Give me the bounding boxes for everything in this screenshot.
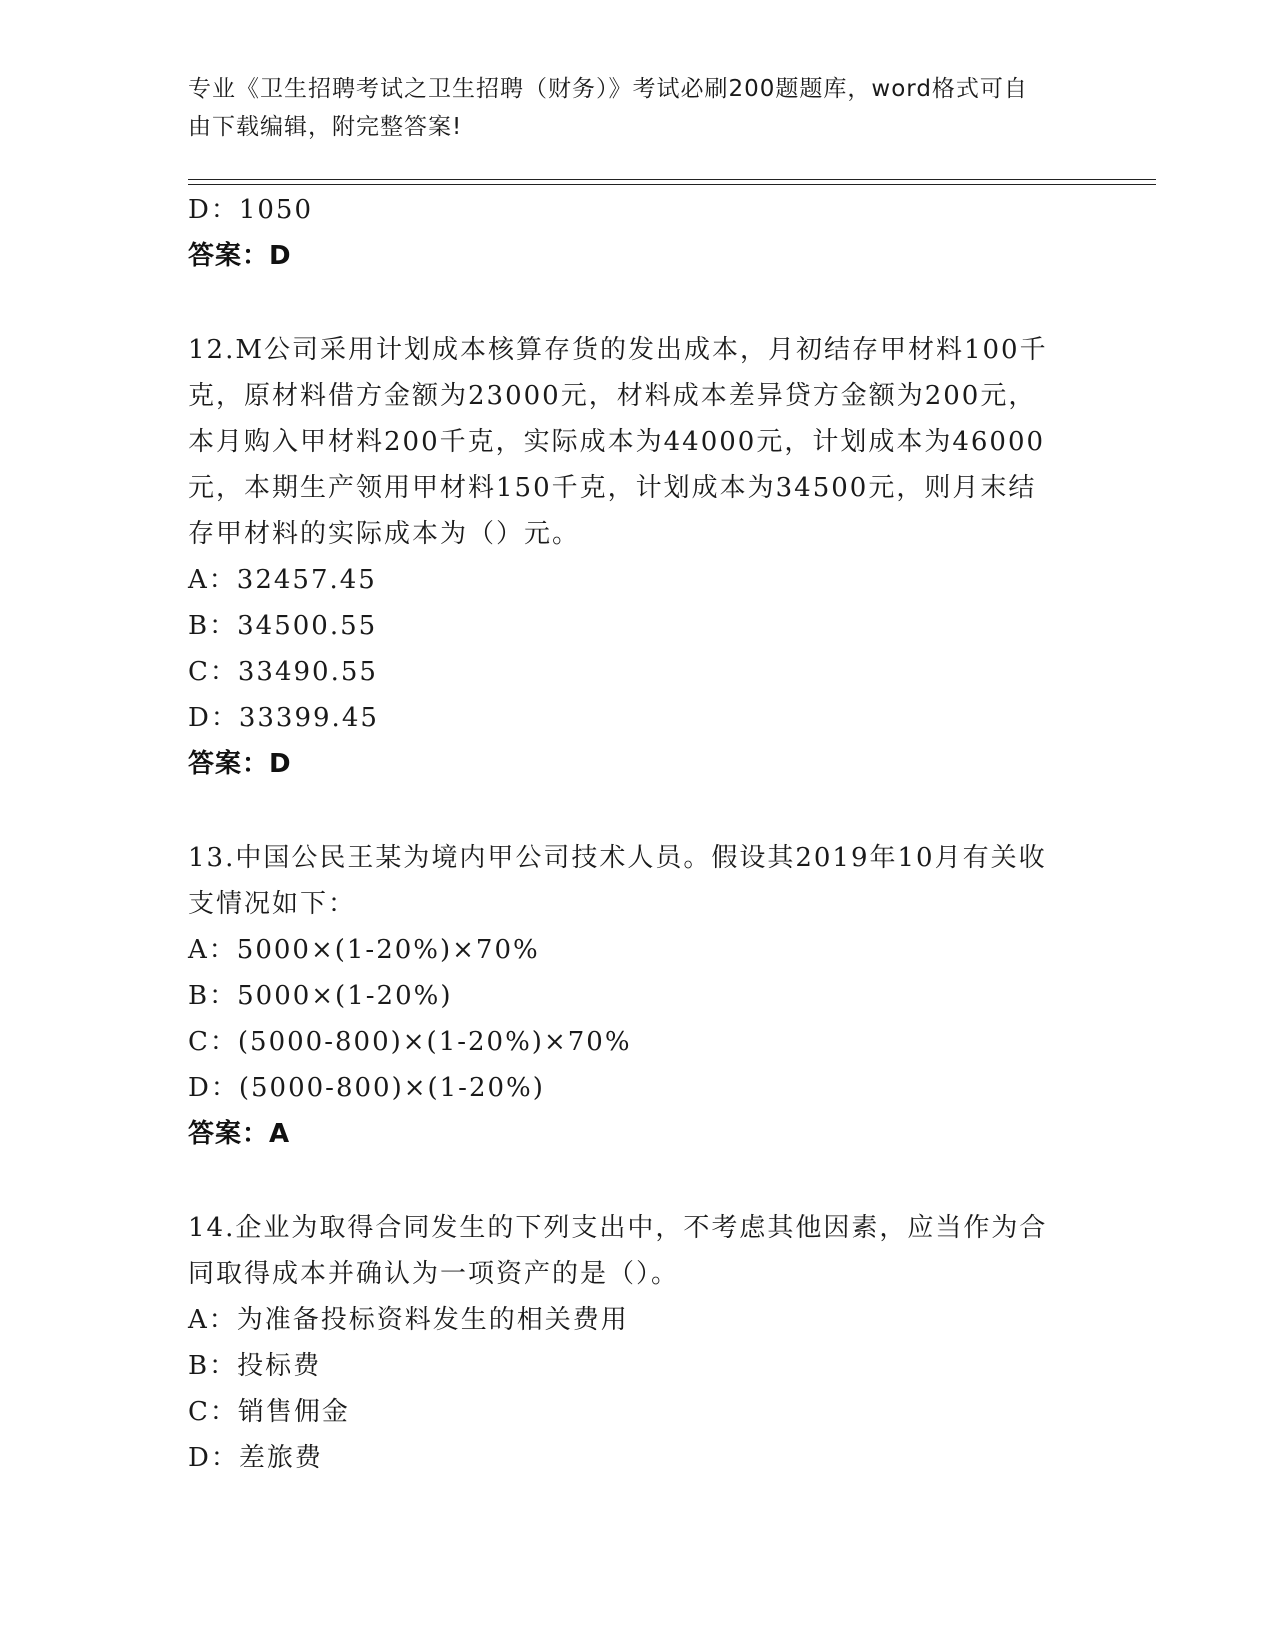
option-c: C：(5000-800)×(1-20%)×70% [188, 1027, 632, 1057]
header-line-2: 由下载编辑，附完整答案! [188, 114, 463, 140]
stem-line: 元，本期生产领用甲材料150千克，计划成本为34500元，则月末结 [188, 473, 1037, 503]
header-line-1: 专业《卫生招聘考试之卫生招聘（财务）》考试必刷200题题库，word格式可自 [188, 76, 1028, 102]
answer-line: 答案：D [188, 749, 292, 779]
option-b: B：5000×(1-20%) [188, 981, 453, 1011]
option-d: D：(5000-800)×(1-20%) [188, 1073, 545, 1103]
option-a: A：32457.45 [188, 565, 377, 595]
page-header [188, 70, 1088, 146]
header-divider [188, 179, 1156, 185]
option-d: D：33399.45 [188, 703, 379, 733]
spacer [188, 787, 1088, 835]
option-b: B：34500.55 [188, 611, 378, 641]
option-d: D：1050 [188, 195, 314, 225]
stem-line: 14.企业为取得合同发生的下列支出中，不考虑其他因素，应当作为合 [188, 1213, 1048, 1243]
stem-line: 本月购入甲材料200千克，实际成本为44000元，计划成本为46000 [188, 427, 1046, 457]
option-d: D：差旅费 [188, 1443, 323, 1473]
stem-line: 克，原材料借方金额为23000元，材料成本差异贷方金额为200元， [188, 381, 1037, 411]
spacer [188, 279, 1088, 327]
question-13 [188, 835, 1088, 1157]
stem-line: 同取得成本并确认为一项资产的是（）。 [188, 1259, 680, 1289]
option-c: C：销售佣金 [188, 1397, 350, 1427]
stem-line: 支情况如下： [188, 889, 357, 919]
spacer [188, 1157, 1088, 1205]
question-12 [188, 327, 1088, 787]
option-c: C：33490.55 [188, 657, 378, 687]
document-body [188, 187, 1088, 1481]
option-a: A：5000×(1-20%)×70% [188, 935, 540, 965]
question-stem [188, 1205, 1088, 1297]
stem-line: 13.中国公民王某为境内甲公司技术人员。假设其2019年10月有关收 [188, 843, 1047, 873]
option-b: B：投标费 [188, 1351, 322, 1381]
question-14 [188, 1205, 1088, 1481]
stem-line: 存甲材料的实际成本为（）元。 [188, 519, 581, 549]
previous-question-tail [188, 187, 1088, 279]
question-stem [188, 327, 1088, 557]
option-a: A：为准备投标资料发生的相关费用 [188, 1305, 629, 1335]
stem-line: 12.M公司采用计划成本核算存货的发出成本，月初结存甲材料100千 [188, 335, 1048, 365]
answer-line: 答案：A [188, 1119, 291, 1149]
question-stem [188, 835, 1088, 927]
answer-line: 答案：D [188, 241, 292, 271]
